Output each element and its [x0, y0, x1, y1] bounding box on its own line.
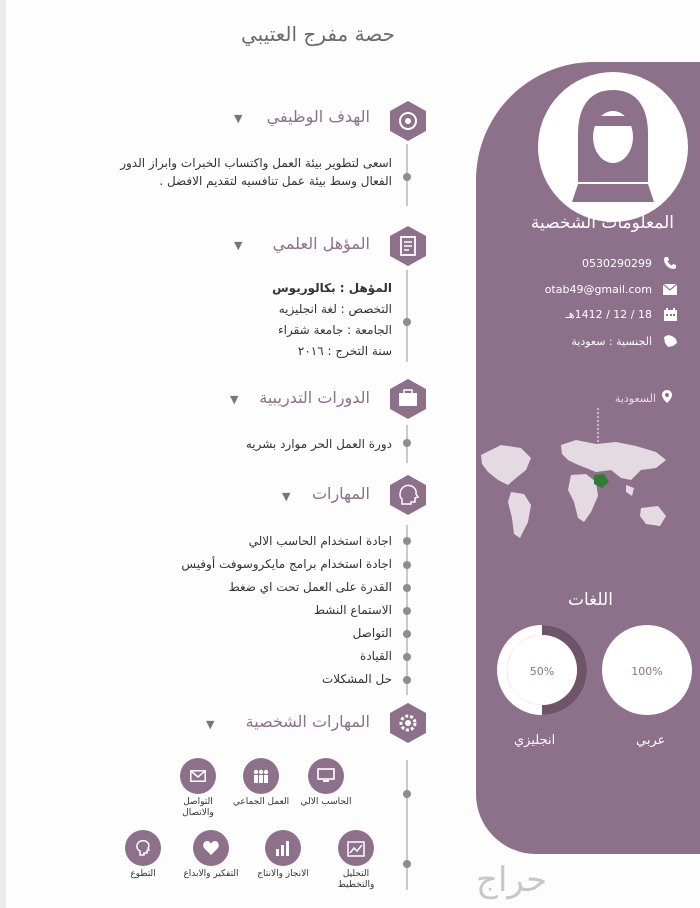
course-line-1: دورة العمل الحر موارد بشريه — [245, 437, 392, 451]
country-text: السعودية — [614, 391, 656, 405]
phone-row — [582, 255, 678, 271]
english-donut — [497, 625, 587, 715]
skill-teamwork-label: العمل الجماعي — [232, 797, 290, 807]
email-text: otab49@gmail.com — [544, 282, 652, 296]
arabic-donut — [602, 625, 692, 715]
computer-icon — [308, 758, 344, 794]
skill-item: حل المشكلات — [321, 672, 392, 686]
education-grad-year: سنة التخرج : ٢٠١٦ — [297, 344, 392, 358]
mail-icon — [180, 758, 216, 794]
languages-title: اللغات — [568, 590, 613, 610]
country-label — [615, 390, 672, 406]
arabic-label: عربي — [636, 733, 666, 748]
objective-title: الهدف الوظيفي — [266, 107, 370, 126]
timeline-dot — [403, 584, 411, 592]
arabic-percent: 100% — [631, 665, 663, 678]
chevron-down-icon: ▼ — [234, 239, 243, 252]
english-label: انجليزي — [514, 733, 556, 748]
brain-head-icon — [389, 474, 427, 516]
hijab-avatar-icon — [538, 72, 688, 222]
birthdate-text: 18 / 12 / 1412هـ — [565, 307, 652, 321]
skill-item: القدرة على العمل تحت اي ضغط — [228, 580, 392, 594]
courses-title: الدورات التدريبية — [259, 388, 370, 407]
calendar-icon — [662, 306, 678, 322]
location-pin-icon — [662, 390, 672, 406]
envelope-icon — [662, 281, 678, 297]
education-timeline — [406, 270, 408, 362]
nationality-row — [571, 333, 678, 349]
briefcase-icon — [389, 378, 427, 420]
skill-achievement — [253, 830, 313, 880]
skill-teamwork — [231, 758, 291, 808]
timeline-dot — [403, 676, 411, 684]
skill-item: اجادة استخدام برامج مايكروسوفت أوفيس — [181, 557, 392, 571]
skill-item: التواصل — [352, 626, 392, 640]
certificate-icon — [389, 225, 427, 267]
skill-computer — [296, 758, 356, 808]
skill-achievement-label: الانجاز والانتاج — [257, 869, 309, 879]
birthdate-row — [566, 306, 678, 322]
personal-skills-title: المهارات الشخصية — [245, 712, 370, 731]
education-major: التخصص : لغة انجليزيه — [278, 302, 392, 316]
achievement-icon — [265, 830, 301, 866]
skill-computer-label: الحاسب الالي — [300, 797, 352, 807]
skill-creativity-label: التفكير والابداع — [183, 869, 239, 879]
skill-planning-label: التحليل والتخطيط — [337, 869, 375, 890]
volunteer-icon — [125, 830, 161, 866]
target-icon — [389, 100, 427, 142]
timeline-dot — [403, 630, 411, 638]
skill-volunteering-label: التطوع — [130, 869, 156, 879]
education-title: المؤهل العلمي — [272, 234, 370, 253]
chevron-down-icon: ▼ — [206, 718, 215, 731]
english-percent: 50% — [529, 665, 555, 678]
skill-communication-label: التواصل والاتصال — [182, 797, 214, 818]
timeline-dot — [403, 173, 411, 181]
education-degree: المؤهل : بكالوريوس — [272, 281, 392, 295]
timeline-dot — [403, 790, 411, 798]
skill-item: الاستماع النشط — [313, 603, 392, 617]
skill-planning — [326, 830, 386, 891]
skill-creativity — [181, 830, 241, 880]
education-university: الجامعة : جامعة شقراء — [278, 323, 392, 337]
chevron-down-icon: ▼ — [282, 490, 291, 503]
skills-title: المهارات — [311, 484, 370, 503]
team-icon — [243, 758, 279, 794]
skill-communication — [168, 758, 228, 819]
creativity-icon — [193, 830, 229, 866]
chevron-down-icon: ▼ — [230, 393, 239, 406]
skill-volunteering — [113, 830, 173, 880]
skill-item: القيادة — [360, 649, 392, 663]
email-row — [545, 281, 678, 297]
phone-text: 0530290299 — [582, 256, 652, 270]
chevron-down-icon: ▼ — [234, 112, 243, 125]
personal-skills-timeline — [406, 760, 408, 890]
saudi-map-icon — [662, 333, 678, 349]
timeline-dot — [403, 860, 411, 868]
nationality-text: الجنسية : سعودية — [571, 334, 652, 348]
person-name: حصة مفرج العتيبي — [241, 22, 395, 46]
timeline-dot — [403, 607, 411, 615]
timeline-dot — [403, 653, 411, 661]
timeline-dot — [403, 537, 411, 545]
objective-line-1: اسعى لتطوير بيئة العمل واكتساب الخبرات وابراز الدور — [120, 156, 392, 170]
timeline-dot — [403, 561, 411, 569]
timeline-dot — [403, 439, 411, 447]
objective-line-2: الفعال وسط بيئة عمل تنافسيه لتقديم الافضل . — [159, 174, 392, 188]
gear-icon — [389, 702, 427, 744]
phone-icon — [662, 255, 678, 271]
watermark: حراج — [476, 860, 548, 900]
personal-info-title: المعلومات الشخصية — [530, 213, 674, 233]
avatar — [538, 72, 688, 222]
timeline-dot — [403, 318, 411, 326]
skill-item: اجادة استخدام الحاسب الالي — [248, 534, 392, 548]
planning-icon — [338, 830, 374, 866]
world-map — [476, 430, 676, 550]
